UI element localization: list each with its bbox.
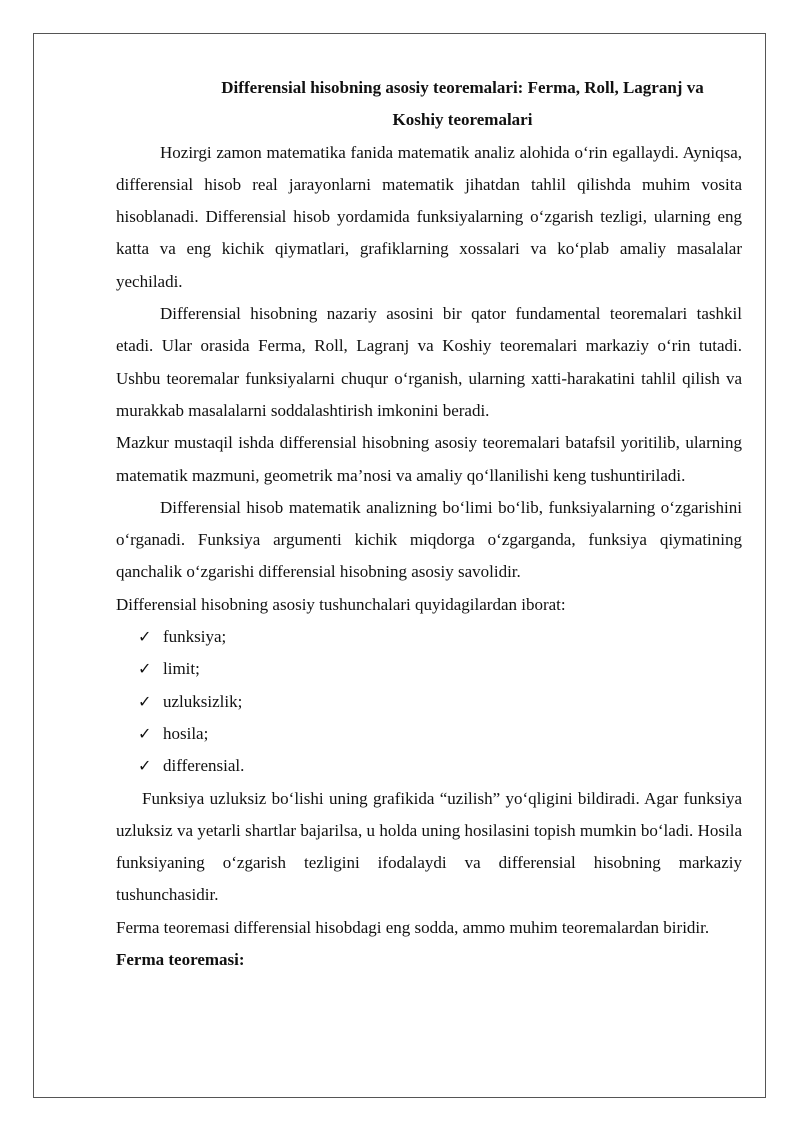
paragraph-continuity: Funksiya uzluksiz bo‘lishi uning grafikida “uzilish” yo‘qligini bildiradi. Agar funksiya uzluksiz va yetarli shartlar bajarilsa, u holda uning hosilasini topish mumkin bo‘ladi. Hosila funksiyaning o‘zgarish tezligini ifodalaydi va differensial hisobning markaziy tushunchasidir. (116, 788, 742, 905)
title-line-1: Differensial hisobning asosiy teoremalari: Ferma, Roll, Lagranj va (221, 78, 704, 97)
list-item: ✓ differensial. (138, 750, 742, 782)
list-item: ✓ funksiya; (138, 621, 742, 653)
paragraph-concepts-intro: Differensial hisobning asosiy tushunchalari quyidagilardan iborat: (116, 594, 566, 614)
title-line-2: Koshiy teoremalari (392, 110, 533, 130)
paragraph-definition: Differensial hisob matematik analizning bo‘limi bo‘lib, funksiyalarning o‘zgarishini o‘rganadi. Funksiya argumenti kichik miqdorga o‘zgarganda, funksiya qiymatining qanchalik o‘zgarishi differensial hisobning asosiy savolidir. (116, 497, 742, 582)
paragraph-purpose: Mazkur mustaqil ishda differensial hisobning asosiy teoremalari batafsil yoritilib, ularning matematik mazmuni, geometrik ma’nosi va amaliy qo‘llanilishi keng tushuntiriladi. (116, 433, 742, 485)
list-item: ✓ uzluksizlik; (138, 686, 742, 718)
paragraph-ferma-intro: Ferma teoremasi differensial hisobdagi eng sodda, ammo muhim teoremalardan biridir. (116, 917, 710, 937)
list-item: ✓ limit; (138, 653, 742, 685)
checkmark-icon: ✓ (138, 627, 152, 647)
paragraph-theorems: Differensial hisobning nazariy asosini bir qator fundamental teoremalari tashkil etadi. Ular orasida Ferma, Roll, Lagranj va Koshiy teoremalari markaziy o‘rin tutadi. Ushbu teoremalar funksiyalarni chuqur o‘rganish, ularning xatti-harakatini tahlil qilish va murakkab masalalarni soddalashtirish imkonini beradi. (116, 304, 742, 420)
concepts-list (116, 621, 742, 782)
list-item: ✓ hosila; (138, 718, 742, 750)
document-title (116, 72, 742, 137)
document-body (116, 72, 742, 976)
subheading-ferma: Ferma teoremasi: (116, 950, 245, 970)
paragraph-intro: Hozirgi zamon matematika fanida matematik analiz alohida o‘rin egallaydi. Ayniqsa, differensial hisob real jarayonlarni matematik jihatdan tahlil qilishda muhim vosita hisoblanadi. Differensial hisob yordamida funksiyalarning o‘zgarish tezligi, ularning eng katta va eng kichik qiymatlari, grafiklarning xossalari va ko‘plab amaliy masalalar yechiladi. (116, 142, 742, 291)
checkmark-icon: ✓ (138, 659, 152, 679)
checkmark-icon: ✓ (138, 691, 152, 711)
checkmark-icon: ✓ (138, 756, 152, 776)
checkmark-icon: ✓ (138, 723, 152, 743)
